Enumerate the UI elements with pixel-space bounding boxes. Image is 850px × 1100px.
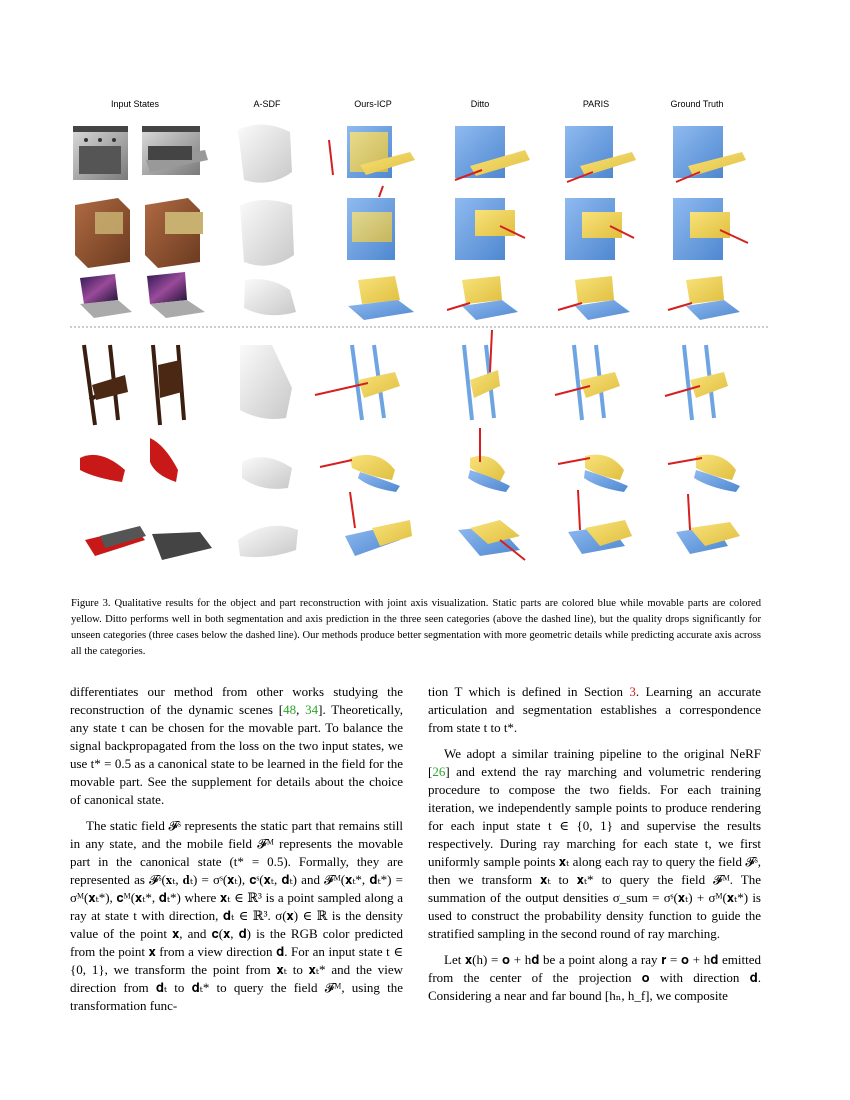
figure-caption: Figure 3. Qualitative results for the object and part reconstruction with joint axis visualization. Static parts are colored blue while movable parts are colored yellow. Ditto performs well in both segmentation and axis prediction in the three seen categories (above the dashed line), but the quality drops significantly for unseen categories (three cases below the dashed line). Our methods produce better segmentation with more geometric details while predicting accurate axis across all the categories. bbox=[71, 598, 761, 657]
citation-26[interactable]: 26 bbox=[432, 764, 446, 779]
right-paragraph-3: Let 𝐱(h) = 𝐨 + h𝐝 be a point along a ray 𝐫 = 𝐨 + h𝐝 emitted from the center of the projection 𝐨 with direction 𝐝. Considering a near and far bound [hₙ, h_f], we composite bbox=[428, 952, 761, 1003]
usb-ours bbox=[345, 492, 412, 556]
cabinet-ours bbox=[347, 186, 395, 260]
cabinet-gt bbox=[673, 198, 748, 260]
laptop-paris bbox=[558, 276, 630, 320]
col-header-ground-truth: Ground Truth bbox=[670, 99, 724, 109]
section-3-link[interactable]: 3 bbox=[629, 684, 636, 699]
right-paragraph-1: tion T which is defined in Section 3. Learning an accurate articulation and segmentation establishes a correspondence from state t to t*. bbox=[428, 684, 761, 735]
row-stapler bbox=[80, 428, 740, 492]
stapler-ours bbox=[320, 455, 400, 492]
col-header-ditto: Ditto bbox=[470, 99, 490, 109]
col-header-paris: PARIS bbox=[582, 99, 610, 109]
left-paragraph-2: The static field 𝓕ˢ represents the static part that remains still in any state, and the mobile field 𝓕ᴹ represents the movable part in the canonical state (t* = 0.5). Formally, they are represented as 𝓕ˢ(𝐱ₜ, 𝐝ₜ) = σˢ(𝐱ₜ), 𝐜ˢ(𝐱ₜ, 𝐝ₜ) and 𝓕ᴹ(𝐱ₜ*, 𝐝ₜ*) = σᴹ(𝐱ₜ*), 𝐜ᴹ(𝐱ₜ*, 𝐝ₜ*) where 𝐱ₜ ∈ ℝ³ is a point sampled along a ray at state t with direction, 𝐝ₜ ∈ ℝ³. σ(𝐱) ∈ ℝ is the density value of the point 𝐱, and 𝐜(𝐱, 𝐝) is the RGB color predicted from the point 𝐱 from a view direction 𝐝. For an input state t ∈ {0, 1}, we transform the point from 𝐱ₜ to 𝐱ₜ* and the view direction from 𝐝ₜ to 𝐝ₜ* to query the field 𝓕ᴹ, using the transformation func- bbox=[70, 818, 403, 1013]
chair-asdf bbox=[240, 345, 292, 419]
laptop-ditto bbox=[447, 276, 518, 320]
col-header-ours-icp: Ours-ICP bbox=[354, 99, 392, 109]
cabinet-paris bbox=[565, 198, 634, 260]
laptop-gt bbox=[668, 276, 740, 320]
stapler-ditto bbox=[468, 428, 510, 492]
laptop-asdf bbox=[244, 279, 296, 315]
chair-gt bbox=[665, 345, 728, 420]
citation-48[interactable]: 48 bbox=[283, 702, 297, 717]
stove-paris bbox=[565, 126, 636, 182]
stove-input-open bbox=[142, 126, 208, 175]
chair-ditto bbox=[464, 330, 500, 420]
stapler-gt bbox=[668, 455, 740, 492]
usb-gt bbox=[676, 494, 740, 554]
left-column bbox=[70, 683, 403, 1023]
row-chair bbox=[84, 330, 728, 425]
col-header-a-sdf: A-SDF bbox=[253, 99, 281, 109]
right-column bbox=[428, 683, 761, 1013]
stove-ditto bbox=[455, 126, 530, 180]
figure-3-results-grid bbox=[0, 110, 850, 570]
usb-paris bbox=[568, 490, 632, 554]
stove-ours bbox=[347, 126, 415, 178]
stove-input-closed bbox=[73, 126, 128, 180]
laptop-ours bbox=[348, 276, 414, 320]
left-paragraph-1: differentiates our method from other works studying the reconstruction of the dynamic scenes [48, 34]. Theoretically, any state t can be chosen for the movable part. To balance the signal backpropagated from the loss on the two input states, we use t* = 0.5 as a canonical state to be learned in the field for the movable part. See the supplement for details about the choice of canonical state. bbox=[70, 684, 403, 807]
cabinet-ditto bbox=[455, 198, 525, 260]
row-usb bbox=[85, 490, 740, 560]
usb-ditto bbox=[458, 520, 525, 560]
chair-paris bbox=[555, 345, 620, 420]
row-cabinet bbox=[75, 186, 748, 268]
col-header-input-states: Input States bbox=[110, 99, 160, 109]
stapler-asdf bbox=[242, 457, 292, 489]
row-laptop bbox=[80, 272, 740, 320]
right-paragraph-2: We adopt a similar training pipeline to the original NeRF [26] and extend the ray marching and volumetric rendering procedure to compose the two fields. For each training iteration, we independently sample points to produce rendering for each input state t ∈ {0, 1} and supervise the results respectively. During ray marching for each state t, we first uniformly sample points 𝐱ₜ along each ray to query the field 𝓕ˢ, then we transform 𝐱ₜ to 𝐱ₜ* to query the field 𝓕ᴹ. The summation of the output densities σ_sum = σˢ(𝐱ₜ) + σᴹ(𝐱ₜ*) is used to construct the probability density function to guide the stratified sampling in the second round of ray marching. bbox=[428, 746, 761, 941]
chair-ours bbox=[315, 345, 400, 420]
stapler-paris bbox=[558, 455, 628, 492]
stove-gt bbox=[673, 126, 746, 182]
stove-asdf bbox=[238, 124, 292, 182]
row-stove bbox=[73, 124, 746, 182]
citation-34[interactable]: 34 bbox=[305, 702, 319, 717]
cabinet-asdf bbox=[240, 200, 294, 266]
usb-asdf bbox=[238, 526, 298, 557]
